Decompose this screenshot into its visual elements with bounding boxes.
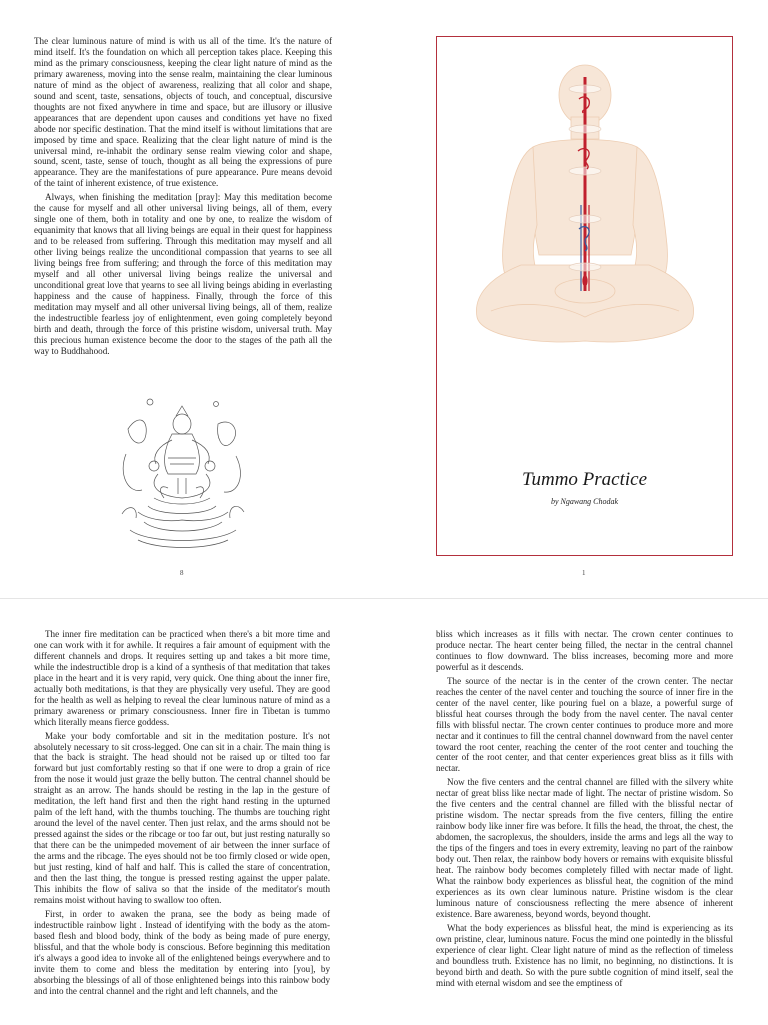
paragraph: Make your body comfortable and sit in the meditation posture. It's not absolutely necessary to sit cross-legged. One can sit in a chair. The main thing is that the back is straight. The head should not be raised up or tilted too far forward but just comfortably resting so that if one were to drop a grain of rice from the nose it would just graze the belly button. The central channel should be straight as an arrow. The hands should be resting in the lap in the gesture of meditation, the left hand first and then the right hand resting in the upturned palm of the left hand, with the thumbs touching. The thumbs are touching right around the level of the navel center. Then just relax, and the arms should not be pressed against the sides or the ribcage or too far out, but just resting naturally so that there can be the unimpeded movement of air between the inner surface of the arms and the ribcage. The eyes should not be too firmly closed or wide open, but just resting, kind of half and half. This is called the stare of concentration, and then the last thing, the tongue is pressed resting against the upper palate. This inhibits the flow of saliva so that the inside of the meditator's mouth remains moist without having to swallow too often.: [34, 730, 330, 905]
deity-illustration: [118, 394, 248, 552]
cover-author: by Ngawang Chodak: [550, 497, 619, 506]
tummo-body-illustration: [451, 55, 719, 355]
paragraph: The source of the nectar is in the center of the crown center. The nectar reaches the center of the navel center and touching the source of inner fire in the center of the navel center, like pouring fuel on a blaze, a powerful surge of blissful heat courses through the body from the navel center. The naval center fills with blissful nectar. The crown center continues to produce more and more nectar and it continues to fill the central channel downward from the navel center toward the root center, reaching the center of the root center and touching the center of the root center, and that center experiences great bliss as it fills with nectar.: [436, 675, 733, 774]
paragraph: Now the five centers and the central channel are filled with the silvery white nectar of great bliss like nectar made of light. The nectar of pristine wisdom. So the five centers and the central channel are filled with the blissful nectar of pristine wisdom. The nectar spreads from the five centers, filling the entire rainbow body like inner fire was before. It fills the head, the throat, the chest, the abdomen, the sacroplexus, the shoulders, inside the arms and legs all the way to the tips of the fingers and toes in every extremity, leaving no part of the rainbow body out. Then relax, the rainbow body hovers or remains with exquisite blissful heat. The rainbow body becomes completely filled with nectar made of light. What the rainbow body experiences as blissful heat, the cognition of the mind experiences as its own clear luminous nature. Pristine wisdom is the clear luminous nature of consciousness reflecting the mere absence of inherent existence. Bare awareness, beyond words, beyond thought.: [436, 777, 733, 919]
left-page-text: [34, 629, 330, 999]
paragraph: bliss which increases as it fills with nectar. The crown center continues to produce nectar. The heart center being filled, the nectar in the central channel continues to flow downward. The bliss increases, becoming more and more powerful as it descends.: [436, 629, 733, 672]
page-number-1: 1: [582, 569, 586, 577]
paragraph: What the body experiences as blissful heat, the mind is experiencing as its own pristine, clear, luminous nature. Focus the mind one pointedly in the blissful experience of clear light. Clear light nature of mind as the reflection of timeless and boundless truth. Existence has no limit, no beginning, no distinctions. It is beyond birth and death. So with the pure subtle cognition of mind itself, seal the mind with eternal wisdom and see the emptiness of: [436, 922, 733, 988]
paragraph: First, in order to awaken the prana, see the body as being made of indestructible rainbow light . Instead of identifying with the body as the atom-based flesh and blood body, think of the body as being made of pure energy, blissful, and that the whole body is conscious. Before beginning this meditation it's always a good idea to invoke all of the enlightened beings everywhere and to invite them to come and bless the meditation by entering into [you], by absorbing the blessings of all of those enlightened beings into this rainbow body and into the central channel and the right and left channels, and the: [34, 908, 330, 996]
paragraph: The inner fire meditation can be practiced when there's a bit more time and one can work with it for awhile. It requires a fair amount of equipment with the different channels and drops. It requires setting up and takes a bit more time, while the indestructible drop is a kind of a synthesis of that meditation that takes place in the heart and it is very rapid, very quick. One thing about the inner fire, actually both meditations, is that they are physically very useful. They are good for the health as well as helping to reveal the clear luminous nature of mind as a primary awareness or primary consciousness. Inner fire in Tibetan is tummo which literally means fierce goddess.: [34, 629, 330, 727]
page-number-8: 8: [180, 569, 184, 577]
right-page-text: [436, 629, 733, 992]
paragraph: The clear luminous nature of mind is with us all of the time. It's the nature of mind itself. It's the foundation on which all perception takes place. Keeping this mind as the primary consciousness, keeping the clear light nature of mind as the primary awareness, moving into the sense realm, maintaining the clear luminous nature of mind as the object of awareness, realizing that all color and shape, sound and scent, taste, sensations, objects of touch, and conceptual, discursive thoughts are not fixed anywhere in time and space, but are illusory or illusive appearances that are dependent upon causes and conditions yet have no fixed abode nor specific destination. That the mind itself is without limitations that are imposed by time and space. Realizing that the clear light nature of mind is the universal mind, re-inhabit the ordinary sense realm viewing color and shape, sound, scent, taste, sense of touch, thought as all being the expressions of pure appearance. They are the manifestations of pure appearance. Pure means devoid of the taint of inherent existence, of true existence.: [34, 36, 332, 189]
cover-title: Tummo Practice: [521, 469, 648, 490]
cover-page: [436, 36, 733, 556]
bottom-spread: [0, 598, 768, 1025]
paragraph: Always, when finishing the meditation [pray]: May this meditation become the cause for myself and all other universal living beings, all of them, every single one of them, both in totality and one by one, to realize the wisdom of equanimity that knows that all living beings are equal in their quest for happiness and to be released from suffering. Through this meditation may myself and all other living beings realize the unconditional compassion that yearns to see all living beings free from suffering; and through the force of this meditation may myself and all other universal living beings realize the universal and unconditional great love that yearns to see all living beings abiding in everlasting happiness and the cause of happiness. Finally, through the force of this meditation may myself and all other universal living beings, all of them, realize the indestructible fearless joy of enlightenment, even going completely beyond birth and death, through the force of this pristine wisdom, universal truth. May this precious human existence become the door to the stages of the path all the way to Buddhahood.: [34, 192, 332, 356]
page-8-text: [34, 36, 332, 360]
